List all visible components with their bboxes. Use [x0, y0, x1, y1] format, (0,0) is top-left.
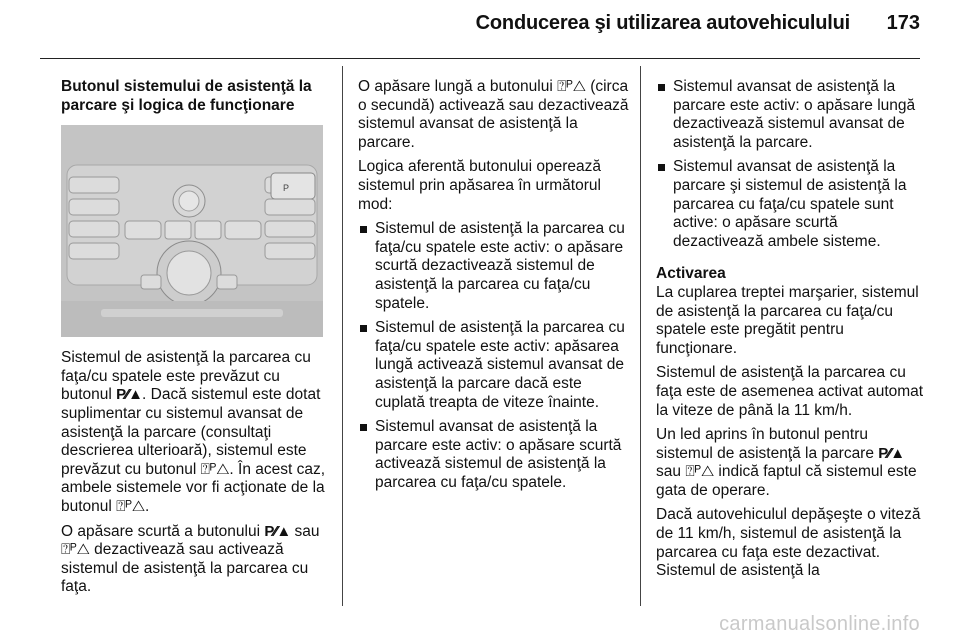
paragraph-1: Sistemul de asistenţă la parcarea cu faţa/cu spatele este prevăzut cu butonul P⁄⁄▲. Dacă sistemul este dotat suplimentar cu sistemul avansat de asistenţă la parcare (consultaţi descrierea ulterioară), sistemul este prevăzut cu butonul ⍰ᴾ△. În acest caz, ambele sistemele vor fi acţionate de la butonul ⍰ᴾ△.	[61, 349, 326, 515]
column-2	[358, 78, 630, 498]
column-divider-2	[640, 66, 641, 606]
paragraph-activation-2: Sistemul de asistenţă la parcarea cu faţa este de asemenea activat automat la viteze de până la 11 km/h.	[656, 364, 924, 419]
header-rule	[40, 58, 920, 59]
watermark: carmanualsonline.info	[719, 613, 920, 635]
park-assist-symbol: P⁄⁄▲	[116, 386, 143, 404]
park-assist-symbol: P⁄⁄▲	[878, 444, 905, 462]
activation-heading: Activarea	[656, 265, 726, 283]
advanced-park-assist-icon: ⍰ᴾ△	[61, 541, 90, 559]
control-panel-illustration	[61, 125, 323, 337]
bullet-item: Sistemul de asistenţă la parcarea cu faţa/cu spatele este activ: apăsarea lungă activează sistemul avansat de asistenţă la parcare dacă este cuplată treapta de viteze înainte.	[358, 319, 630, 412]
column-divider-1	[342, 66, 343, 606]
column-3	[656, 78, 924, 587]
page-header-title: Conducerea şi utilizarea autovehiculului	[475, 12, 850, 34]
paragraph-activation-4: Dacă autovehiculul depăşeşte o viteză de 11 km/h, sistemul de asistenţă la parcarea cu faţa este dezactivat. Sistemul de asistenţă la	[656, 506, 921, 580]
paragraph-logic: Logica aferentă butonului operează sistemul prin apăsarea în următorul mod:	[358, 158, 602, 213]
section-heading	[61, 78, 329, 115]
paragraph-activation-3: Un led aprins în butonul pentru sistemul de asistenţă la parcare P⁄⁄▲ sau ⍰ᴾ△ indică faptul că sistemul este gata de operare.	[656, 426, 917, 499]
advanced-park-assist-icon: ⍰ᴾ△	[557, 78, 586, 95]
bullet-item: Sistemul avansat de asistenţă la parcare este activ: o apăsare scurtă activează sistemul de asistenţă la parcarea cu faţa/cu spatele.	[358, 418, 630, 492]
heading-line-2: parcare şi logica de funcţionare	[61, 96, 295, 114]
paragraph-activation-1: La cuplarea treptei marşarier, sistemul de asistenţă la parcarea cu faţa/cu spatele este pregătit pentru funcţionare.	[656, 283, 919, 357]
page-number: 173	[886, 12, 920, 34]
advanced-park-assist-icon: ⍰ᴾ△	[685, 463, 715, 481]
heading-line-1: Butonul sistemului de asistenţă la	[61, 78, 312, 95]
dashboard-button-photo	[61, 125, 323, 337]
advanced-park-assist-icon: ⍰ᴾ△	[116, 497, 145, 515]
bullet-item: Sistemul avansat de asistenţă la parcare este activ: o apăsare lungă dezactivează sistemul avansat de asistenţă la parcare.	[656, 78, 924, 152]
column-1	[61, 78, 329, 603]
bullet-item: Sistemul avansat de asistenţă la parcare şi sistemul de asistenţă la parcarea cu faţa/cu spatele sunt active: o apăsare scurtă dezactivează ambele sisteme.	[656, 158, 924, 251]
svg-text:P: P	[283, 183, 290, 194]
paragraph-2: O apăsare scurtă a butonului P⁄⁄▲ sau ⍰ᴾ△ dezactivează sau activează sistemul de asistenţă la parcarea cu faţa.	[61, 522, 320, 596]
advanced-park-assist-icon: ⍰ᴾ△	[200, 460, 230, 478]
bullet-item: Sistemul de asistenţă la parcarea cu faţa/cu spatele este activ: o apăsare scurtă dezactivează sistemul de asistenţă la parcarea cu faţa/cu spatele.	[358, 220, 630, 313]
paragraph-long-press: O apăsare lungă a butonului ⍰ᴾ△ (circa o secundă) activează sau dezactivează sistemul avansat de asistenţă la parcare.	[358, 78, 629, 151]
park-assist-symbol: P⁄⁄▲	[264, 522, 291, 540]
